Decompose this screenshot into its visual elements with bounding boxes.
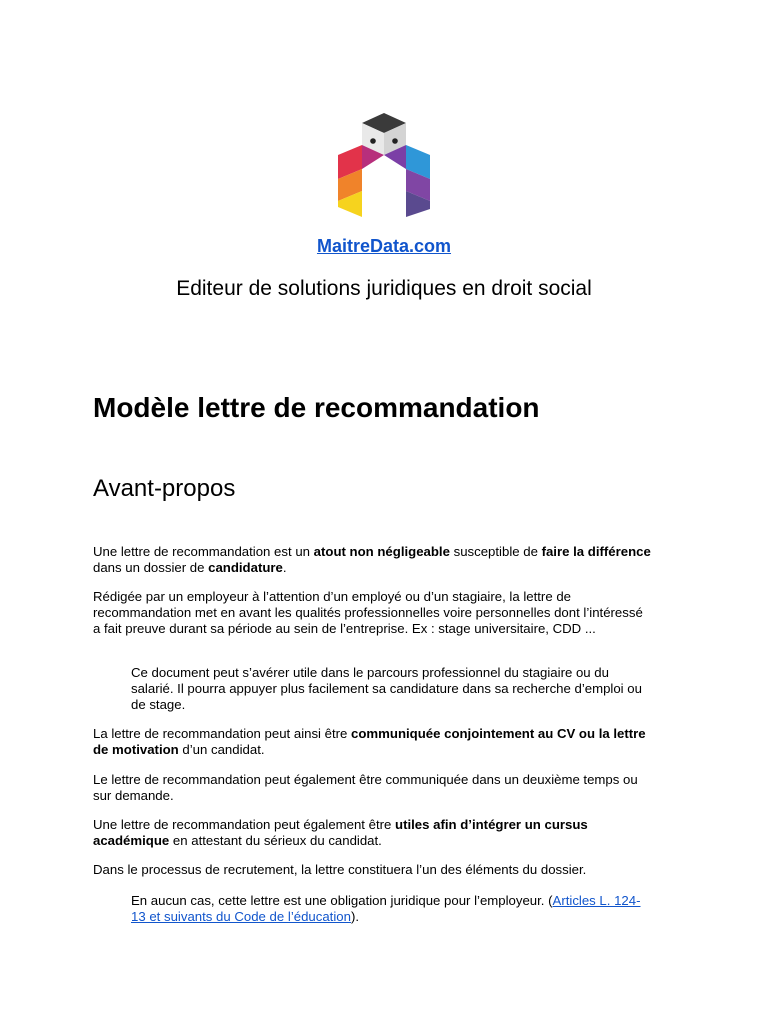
text-run: susceptible de	[449, 544, 542, 559]
paragraph-academic	[93, 817, 653, 849]
bold-run: faire la différence	[541, 544, 651, 559]
bold-run: communiquée conjointement au CV ou la lettre de motivation	[93, 726, 646, 757]
text-run: En aucun cas, cette lettre est une obligation juridique pour l’employeur. (	[131, 893, 553, 908]
text-run: Une lettre de recommandation peut également être	[93, 817, 396, 832]
text-run: La lettre de recommandation peut ainsi être	[93, 726, 352, 741]
paragraph-definition: Rédigée par un employeur à l’attention d’un employé ou d’un stagiaire, la lettre de recommandation met en avant les qualités professionnelles voire personnelles dont l’intéressé a fait preuve durant sa période au sein de l’entreprise. Ex : stage universitaire, CDD ...	[93, 589, 643, 636]
text-run: dans un dossier de	[93, 560, 209, 575]
articles-link[interactable]: Articles L. 124-13 et suivants du Code de l’éducation	[131, 893, 641, 924]
section-title: Avant-propos	[93, 475, 236, 502]
bold-run: utiles afin d’intégrer un cursus académique	[93, 817, 588, 848]
document-title: Modèle lettre de recommandation	[93, 392, 540, 423]
text-run: d’un candidat.	[178, 742, 265, 757]
paragraph-timing: Le lettre de recommandation peut également être communiquée dans un deuxième temps ou sur demande.	[93, 772, 638, 803]
maitredata-logo	[334, 113, 434, 217]
text-run: Une lettre de recommandation est un	[93, 544, 314, 559]
tagline: Editeur de solutions juridiques en droit social	[176, 277, 592, 300]
paragraph-intro	[93, 544, 653, 576]
paragraph-usefulness: Ce document peut s’avérer utile dans le parcours professionnel du stagiaire ou du salarié. Il pourra appuyer plus facilement sa candidature dans sa recherche d’emploi ou de stage.	[131, 665, 642, 712]
bold-run: atout non négligeable	[313, 544, 450, 559]
paragraph-cv	[93, 726, 653, 758]
paragraph-legal-note	[131, 893, 651, 925]
bold-run: candidature	[208, 560, 283, 575]
text-run: ).	[350, 909, 360, 924]
site-link[interactable]: MaitreData.com	[316, 236, 452, 256]
paragraph-recruitment: Dans le processus de recrutement, la lettre constituera l’un des éléments du dossier.	[93, 862, 587, 877]
text-run: .	[282, 560, 287, 575]
text-run: en attestant du sérieux du candidat.	[169, 833, 382, 848]
